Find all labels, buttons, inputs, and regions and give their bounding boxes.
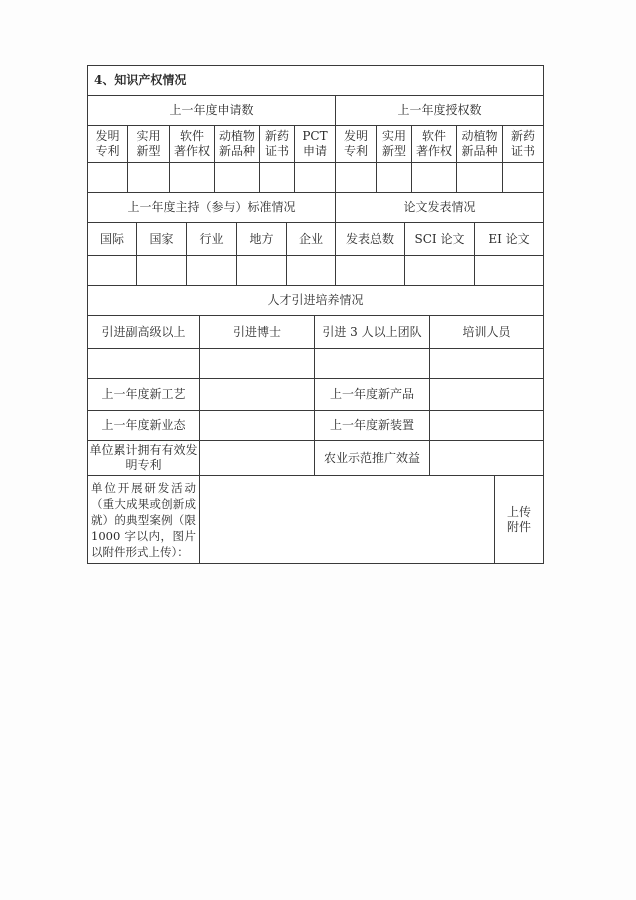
- standard-industry: 行业: [187, 223, 237, 255]
- ip-value-row: [88, 163, 543, 193]
- value-cell: [287, 256, 336, 285]
- value-cell: [295, 163, 336, 192]
- new-business-label: 上一年度新业态: [88, 411, 200, 440]
- value-cell: [377, 163, 412, 192]
- value-cell: [260, 163, 295, 192]
- grant-plant-variety: 动植物 新品种: [457, 126, 503, 162]
- talent-senior-title: 引进副高级以上: [88, 316, 200, 348]
- papers-total: 发表总数: [336, 223, 405, 255]
- standard-local: 地方: [237, 223, 287, 255]
- application-pct: PCT 申请: [295, 126, 336, 162]
- value-cell: [88, 256, 137, 285]
- value-cell: [200, 349, 315, 378]
- new-product-label: 上一年度新产品: [315, 379, 430, 410]
- case-study-label: 单位开展研发活动（重大成果或创新成就）的典型案例（限1000 字以内，图片以附件形式上传）：: [88, 476, 200, 563]
- value-cell: [405, 256, 475, 285]
- value-cell: [430, 349, 543, 378]
- patents-benefit-row: [88, 441, 543, 476]
- papers-sci: SCI 论文: [405, 223, 475, 255]
- case-study-row: [88, 476, 543, 563]
- patents-held-value: [200, 441, 315, 475]
- value-cell: [336, 163, 377, 192]
- value-cell: [475, 256, 543, 285]
- new-business-value: [200, 411, 315, 440]
- ip-category-row: [88, 126, 543, 163]
- value-cell: [128, 163, 170, 192]
- application-plant-variety: 动植物 新品种: [215, 126, 260, 162]
- new-business-device-row: [88, 411, 543, 441]
- new-product-value: [430, 379, 543, 410]
- application-utility-model: 实用 新型: [128, 126, 170, 162]
- papers-ei: EI 论文: [488, 231, 530, 246]
- papers-header: 论文发表情况: [403, 200, 476, 214]
- new-device-label: 上一年度新装置: [315, 411, 430, 440]
- talent-category-row: [88, 316, 543, 349]
- standards-papers-header-row: [88, 193, 543, 223]
- value-cell: [336, 256, 405, 285]
- value-cell: [170, 163, 215, 192]
- value-cell: [88, 163, 128, 192]
- ip-status-table: [87, 65, 544, 564]
- standard-enterprise: 企业: [287, 223, 336, 255]
- standards-papers-value-row: [88, 256, 543, 286]
- value-cell: [187, 256, 237, 285]
- grant-software-copyright: 软件 著作权: [412, 126, 457, 162]
- value-cell: [503, 163, 543, 192]
- section-title: 4、知识产权情况: [94, 73, 187, 87]
- section-title-row: [88, 66, 543, 96]
- value-cell: [237, 256, 287, 285]
- case-study-content: [200, 476, 495, 563]
- talent-value-row: [88, 349, 543, 379]
- standard-national: 国家: [137, 223, 187, 255]
- value-cell: [215, 163, 260, 192]
- grant-utility-model: 实用 新型: [377, 126, 412, 162]
- new-process-product-row: [88, 379, 543, 411]
- application-new-drug-certificate: 新药 证书: [260, 126, 295, 162]
- standard-international: 国际: [88, 223, 137, 255]
- ip-header-row: [88, 96, 543, 126]
- talent-header-row: [88, 286, 543, 316]
- talent-header: 人才引进培养情况: [267, 293, 364, 307]
- agri-benefit-value: [430, 441, 543, 475]
- application-invention-patent: 发明 专利: [88, 126, 128, 162]
- agri-benefit-label: 农业示范推广效益: [315, 441, 430, 475]
- value-cell: [315, 349, 430, 378]
- upload-attachment-label: 上传 附件: [506, 504, 531, 534]
- talent-team: 引进 3 人以上团队: [315, 316, 430, 348]
- grant-header: 上一年度授权数: [397, 103, 482, 117]
- value-cell: [137, 256, 187, 285]
- new-process-label: 上一年度新工艺: [88, 379, 200, 410]
- grant-invention-patent: 发明 专利: [336, 126, 377, 162]
- standards-papers-category-row: [88, 223, 543, 256]
- talent-phd: 引进博士: [200, 316, 315, 348]
- standards-header: 上一年度主持（参与）标准情况: [88, 193, 336, 222]
- new-process-value: [200, 379, 315, 410]
- grant-new-drug-certificate: 新药 证书: [510, 129, 535, 158]
- application-header: 上一年度申请数: [88, 96, 336, 125]
- talent-training: 培训人员: [462, 324, 511, 339]
- value-cell: [412, 163, 457, 192]
- patents-held-label: 单位累计拥有有效发明专利: [88, 441, 200, 475]
- value-cell: [88, 349, 200, 378]
- application-software-copyright: 软件 著作权: [170, 126, 215, 162]
- value-cell: [457, 163, 503, 192]
- new-device-value: [430, 411, 543, 440]
